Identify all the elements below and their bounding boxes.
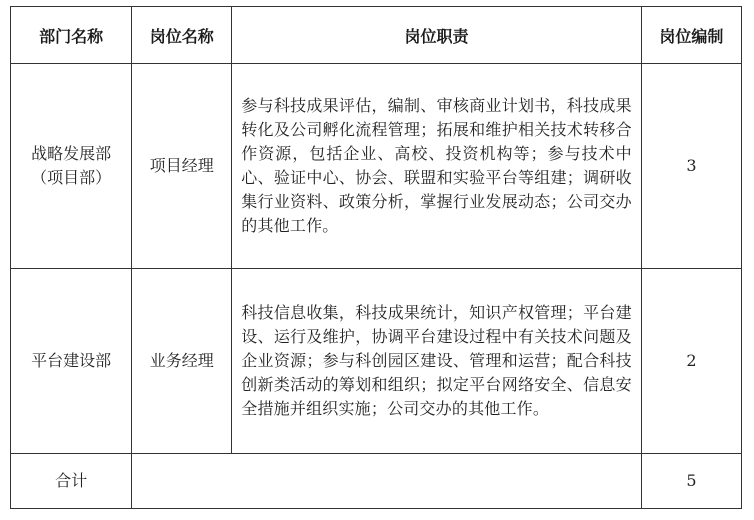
table-row <box>11 64 742 269</box>
duties-cell: 参与科技成果评估，编制、审核商业计划书，科技成果转化及公司孵化流程管理；拓展和维护相关技术转移合作资源，包括企业、高校、投资机构等；参与技术中心、验证中心、协会、联盟和实验平台等组建；调研收集行业资料、政策分析，掌握行业发展动态；公司交办的其他工作。 <box>232 64 642 269</box>
headcount-cell: 2 <box>641 269 741 454</box>
header-position: 岗位名称 <box>132 7 232 64</box>
header-duties: 岗位职责 <box>232 7 642 64</box>
header-headcount: 岗位编制 <box>641 7 741 64</box>
total-empty-cell <box>132 454 642 509</box>
position-cell: 项目经理 <box>132 64 232 269</box>
department-name: 战略发展部 <box>31 144 112 163</box>
table-row <box>11 269 742 454</box>
department-subname: （项目部） <box>31 168 112 187</box>
position-cell: 业务经理 <box>132 269 232 454</box>
department-name: 平台建设部 <box>31 351 112 370</box>
department-cell <box>11 269 132 454</box>
duties-cell: 科技信息收集，科技成果统计，知识产权管理；平台建设、运行及维护，协调平台建设过程中有关技术问题及企业资源；参与科创园区建设、管理和运营；配合科技创新类活动的筹划和组织；拟定平台网络安全、信息安全措施并组织实施；公司交办的其他工作。 <box>232 269 642 454</box>
total-row <box>11 454 742 509</box>
header-row <box>11 7 742 64</box>
total-headcount: 5 <box>641 454 741 509</box>
job-positions-table <box>10 6 742 509</box>
headcount-cell: 3 <box>641 64 741 269</box>
total-label: 合计 <box>11 454 132 509</box>
header-department: 部门名称 <box>11 7 132 64</box>
department-cell <box>11 64 132 269</box>
